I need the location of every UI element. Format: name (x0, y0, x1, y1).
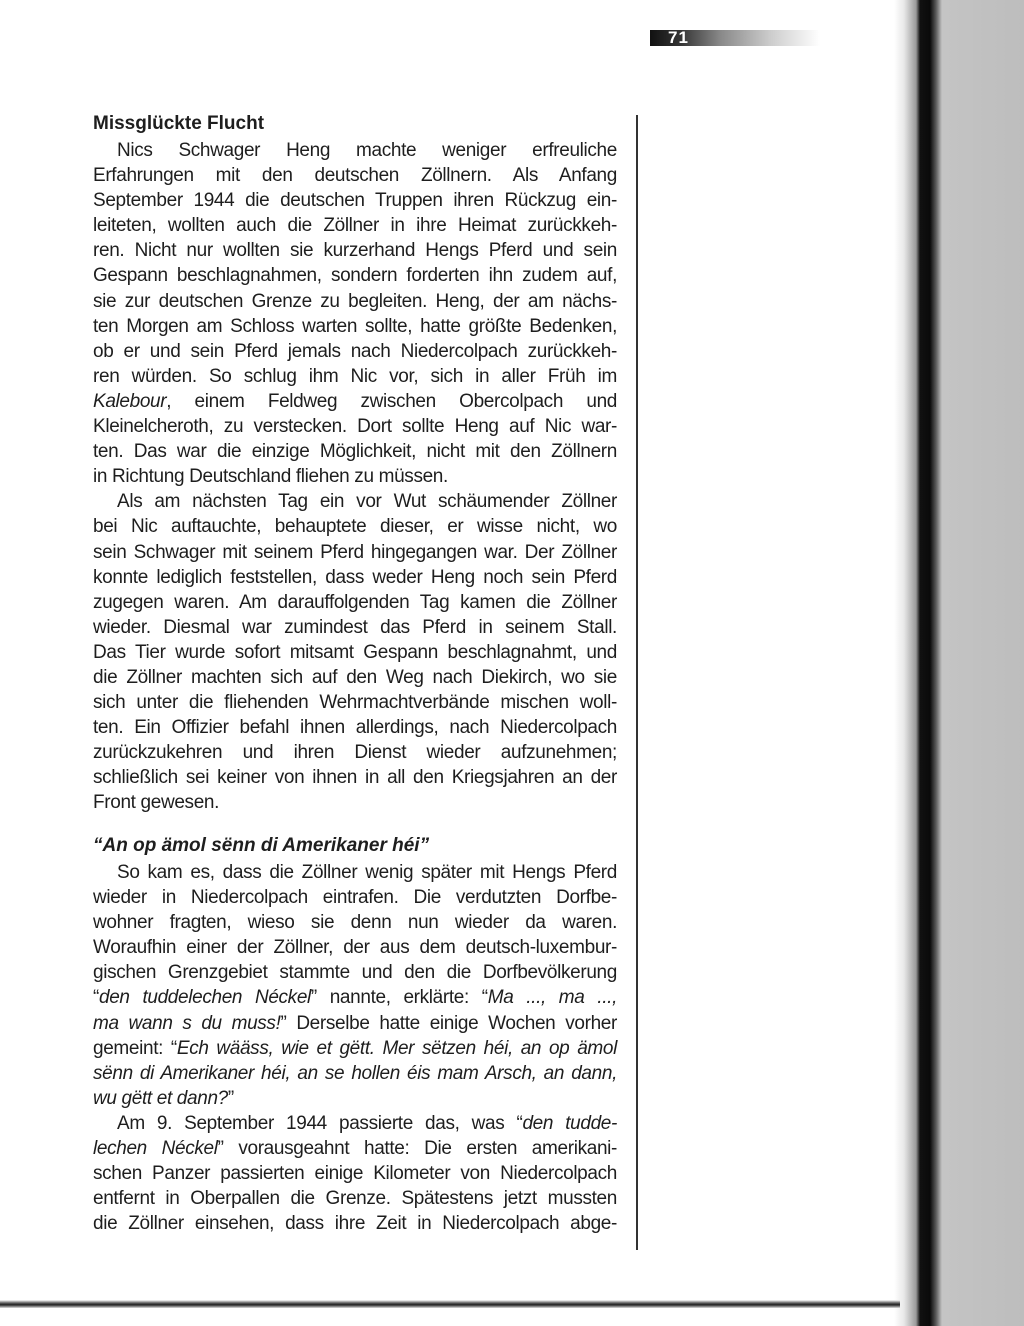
italic-text: ma wann s du muss! (93, 1012, 281, 1034)
text-line (93, 960, 617, 985)
text-segment: ten. Das war die einzige Möglichkeit, nicht mit den Zöllnern (93, 441, 617, 463)
text-line (93, 289, 617, 314)
text-segment: ” nannte, erklärte: “ (310, 987, 488, 1009)
text-line (93, 1136, 617, 1161)
section-heading: Missglückte Flucht (93, 113, 265, 134)
text-segment: die Zöllner machten sich auf den Weg nach Diekirch, wo sie (93, 666, 617, 688)
text-segment: schließlich sei keiner von ihnen in all den Kriegsjahren an der (93, 767, 617, 789)
text-line (93, 540, 617, 565)
text-segment: gischen Grenzgebiet stammte und den die Dorfbevölkerung (93, 962, 617, 984)
text-segment: wieder. Diesmal war zumindest das Pferd in seinem Stall. (93, 616, 617, 638)
text-segment: Am 9. September 1944 passierte das, was “ (117, 1112, 523, 1134)
text-segment: Als am nächsten Tag ein vor Wut schäumender Zöllner (117, 491, 617, 513)
text-segment: ” Derselbe hatte einige Wochen vorher (280, 1012, 617, 1034)
text-segment: die Zöllner einsehen, dass ihre Zeit in Niedercolpach abge- (93, 1213, 617, 1235)
text-segment: , einem Feldweg zwischen Obercolpach und (166, 390, 617, 412)
book-binding-shadow (894, 0, 1024, 1326)
text-segment: ob er und sein Pferd jemals nach Niedercolpach zurückkeh- (93, 340, 617, 362)
text-line (93, 163, 617, 188)
text-line (93, 885, 617, 910)
text-line (93, 439, 617, 464)
text-line (93, 740, 617, 765)
text-line (93, 1061, 617, 1086)
page-bottom-edge (0, 1300, 900, 1308)
text-segment: Kleinelcheroth, zu verstecken. Dort sollte Heng auf Nic war- (93, 416, 617, 438)
text-segment: “ (93, 987, 99, 1009)
text-segment: Gespann beschlagnahmen, sondern forderten ihn zudem auf, (93, 265, 617, 287)
text-segment: ten. Ein Offizier befahl ihnen allerdings, nach Niedercolpach (93, 717, 617, 739)
text-line (93, 364, 617, 389)
text-segment: So kam es, dass die Zöllner wenig später mit Hengs Pferd (117, 862, 617, 883)
text-line (93, 1086, 617, 1111)
italic-text: Kalebour (93, 390, 167, 412)
text-segment: entfernt in Oberpallen die Grenze. Spätestens jetzt mussten (93, 1188, 617, 1210)
text-line (93, 1036, 617, 1061)
text-line (93, 389, 617, 414)
text-line (93, 1186, 617, 1211)
text-segment: bei Nic auftauchte, behauptete dieser, er wisse nicht, wo (93, 516, 617, 538)
text-line (93, 910, 617, 935)
page-number-tab (650, 30, 820, 46)
section1-body (93, 138, 617, 816)
text-segment: Erfahrungen mit den deutschen Zöllnern. Als Anfang (93, 165, 617, 187)
italic-text: wu gëtt et dann? (93, 1087, 228, 1109)
text-segment: Das Tier wurde sofort mitsamt Gespann beschlagnahmt, und (93, 641, 617, 663)
text-segment: ren würden. So schlug ihm Nic vor, sich in aller Früh im (93, 365, 617, 387)
text-segment: leiteten, wollten auch die Zöllner in ihre Heimat zurückkeh- (93, 215, 617, 237)
text-line (93, 1111, 617, 1136)
italic-text: lechen Néckel (93, 1138, 218, 1160)
text-line (93, 790, 617, 815)
text-segment: ” vorausgeahnt hatte: Die ersten amerikani- (217, 1138, 618, 1160)
text-segment: Woraufhin einer der Zöllner, der aus dem deutsch-luxembur- (93, 937, 617, 959)
text-line (93, 138, 617, 163)
text-segment: sich unter die fliehenden Wehrmachtverbände mischen woll- (93, 692, 617, 714)
text-line (93, 1011, 617, 1036)
text-line (93, 985, 617, 1010)
text-line (93, 765, 617, 790)
text-segment: sein Schwager mit seinem Pferd hingegangen war. Der Zöllner (93, 541, 617, 563)
page-number: 71 (668, 28, 689, 47)
text-line (93, 590, 617, 615)
text-segment: ren. Nicht nur wollten sie kurzerhand Hengs Pferd und sein (93, 240, 617, 262)
italic-text: den tuddelechen Néckel (98, 987, 311, 1009)
text-segment: Nics Schwager Heng machte weniger erfreuliche (117, 140, 617, 161)
text-line (93, 489, 617, 514)
text-line (93, 690, 617, 715)
text-segment: sie zur deutschen Grenze zu begleiten. Heng, der am nächs- (93, 290, 617, 312)
text-segment: September 1944 die deutschen Truppen ihren Rückzug ein- (93, 190, 617, 212)
text-line (93, 339, 617, 364)
text-line (93, 213, 617, 238)
column-rule (636, 115, 638, 1250)
text-line (93, 314, 617, 339)
text-segment: wohner fragten, wieso sie denn nun wieder da waren. (93, 912, 617, 934)
text-line (93, 640, 617, 665)
text-segment: wieder in Niedercolpach eintrafen. Die verdutzten Dorfbe- (93, 887, 617, 909)
text-line (93, 935, 617, 960)
text-line (93, 860, 617, 885)
text-line (93, 238, 617, 263)
text-line (93, 665, 617, 690)
text-line (93, 1211, 617, 1236)
text-segment: schen Panzer passierten einige Kilometer von Niedercolpach (93, 1163, 617, 1185)
text-segment: ” (227, 1087, 234, 1109)
text-line (93, 514, 617, 539)
text-line (93, 188, 617, 213)
text-line (93, 1161, 617, 1186)
text-line (93, 263, 617, 288)
text-line (93, 414, 617, 439)
text-line (93, 565, 617, 590)
text-segment: Front gewesen. (93, 792, 220, 814)
italic-text: Ech wääss, wie et gëtt. Mer sëtzen héi, an op ämol (176, 1037, 617, 1059)
text-segment: ten Morgen am Schloss warten sollte, hatte größte Bedenken, (93, 315, 617, 337)
italic-text: den tudde- (522, 1112, 617, 1134)
italic-text: sënn di Amerikaner héi, an se hollen éis mam Arsch, an dann, (93, 1062, 617, 1084)
section-heading: “An op ämol sënn di Amerikaner héi” (93, 835, 430, 856)
italic-text: Ma ..., ma ..., (487, 987, 618, 1009)
text-line (93, 715, 617, 740)
text-line (93, 464, 617, 489)
text-segment: zugegen waren. Am darauffolgenden Tag kamen die Zöllner (93, 591, 617, 613)
section2-body (93, 860, 617, 1236)
text-segment: gemeint: “ (93, 1037, 177, 1059)
text-segment: zurückzukehren und ihren Dienst wieder aufzunehmen; (93, 742, 617, 764)
text-segment: in Richtung Deutschland fliehen zu müssen. (93, 466, 448, 488)
text-line (93, 615, 617, 640)
text-segment: konnte lediglich feststellen, dass weder Heng noch sein Pferd (93, 566, 617, 588)
